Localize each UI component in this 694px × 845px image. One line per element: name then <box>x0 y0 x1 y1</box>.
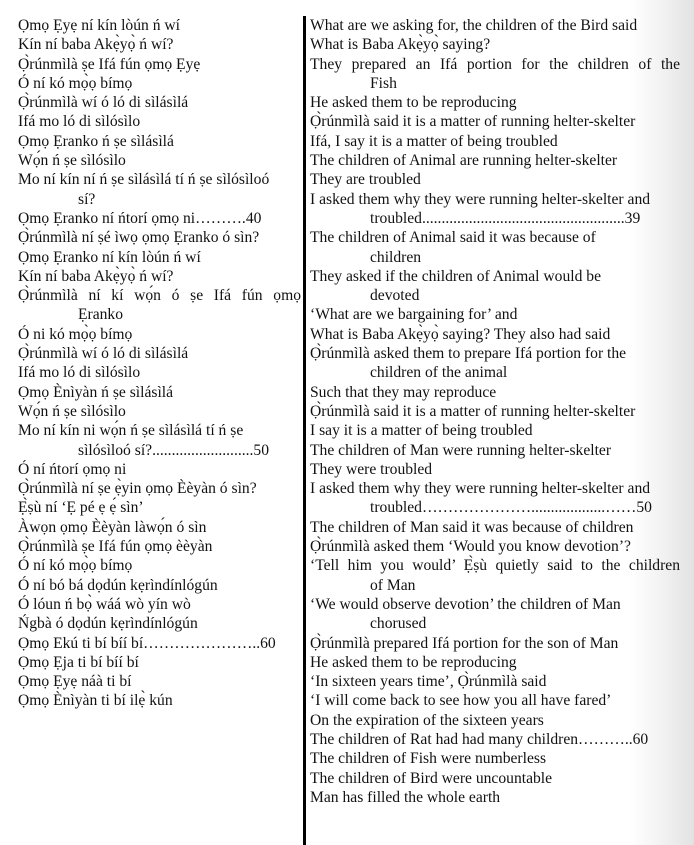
english-verse-line <box>310 460 680 479</box>
yoruba-line-text: Mo ní kín ni wọ́n ń ṣe sìlásìlá tí ń ṣe <box>18 422 244 440</box>
english-verse-line <box>310 441 680 460</box>
english-line-text: Ọ̀rúnmìlà asked them ‘Would you know devotion’? <box>310 538 631 556</box>
yoruba-line-text: Àwọn ọmọ Èèyàn làwọ́n ó sìn <box>18 518 207 536</box>
yoruba-verse-line <box>18 518 301 537</box>
yoruba-line-text: Ọmọ Ẹyẹ náà ti bí <box>18 673 132 691</box>
yoruba-verse-line <box>18 55 301 74</box>
yoruba-line-text: Ifá mo ló di sìlósìlo <box>18 113 141 131</box>
yoruba-verse-line <box>18 151 301 170</box>
yoruba-verse-line <box>18 267 301 286</box>
yoruba-line-text: Ńgbà ó dọdún kẹrìndínlógún <box>18 615 198 633</box>
english-verse-line <box>310 769 680 788</box>
english-translation-column <box>310 16 680 807</box>
yoruba-line-text: Kín ní baba Akẹ̀yọ̀ ń wí? <box>18 267 174 285</box>
yoruba-verse-line <box>18 16 301 35</box>
english-line-continuation: troubled....................................................39 <box>370 209 641 227</box>
english-line-text: He asked them to be reproducing <box>310 653 517 671</box>
yoruba-verse-line <box>18 653 301 672</box>
yoruba-verse-line <box>18 595 301 614</box>
english-line-text: They prepared an Ifá portion for the children of the <box>310 55 680 73</box>
english-verse-line <box>310 788 680 807</box>
yoruba-verse-column <box>18 16 301 711</box>
yoruba-line-text: Ọ̀rúnmìlà ní ṣe ẹ̀yin ọmọ Èèyàn ó sìn? <box>18 480 257 498</box>
yoruba-line-text: Ọmọ Ẹranko ń ṣe sìlásìlá <box>18 132 174 150</box>
english-line-continuation: of Man <box>370 576 416 594</box>
english-verse-line <box>310 383 680 402</box>
english-verse-line <box>310 479 680 518</box>
english-line-continuation: chorused <box>370 615 427 633</box>
yoruba-verse-line <box>18 170 301 209</box>
yoruba-verse-line <box>18 402 301 421</box>
yoruba-line-continuation: Ẹranko <box>78 306 124 324</box>
yoruba-verse-line <box>18 383 301 402</box>
yoruba-verse-line <box>18 498 301 517</box>
english-line-continuation: children <box>370 248 422 266</box>
yoruba-line-text: Wọ́n ń ṣe sìlósìlo <box>18 152 126 170</box>
yoruba-line-text: Ọmọ Ẹja ti bí bíí bí <box>18 653 139 671</box>
english-line-continuation: devoted <box>370 287 420 305</box>
english-line-text: Ọ̀rúnmìlà said it is a matter of running helter-skelter <box>310 402 636 420</box>
yoruba-verse-line <box>18 74 301 93</box>
english-verse-line <box>310 325 680 344</box>
yoruba-verse-line <box>18 35 301 54</box>
english-line-text: Ọ̀rúnmìlà prepared Ifá portion for the son of Man <box>310 634 619 652</box>
english-line-text: The children of Rat had had many children………..60 <box>310 730 649 748</box>
yoruba-line-text: Ọ̀rúnmìlà wí ó ló di sìlásìlá <box>18 94 189 112</box>
yoruba-line-text: Ọmọ Ẹranko ní ńtorí ọmọ ni……….40 <box>18 209 262 227</box>
column-divider <box>303 16 306 845</box>
yoruba-verse-line <box>18 286 301 325</box>
english-line-continuation: Fish <box>370 74 397 92</box>
yoruba-line-text: Ọ̀rúnmìlà ní ṣé ìwọ ọmọ Ẹranko ó sìn? <box>18 229 260 247</box>
english-line-text: What are we asking for, the children of the Bird said <box>310 17 638 34</box>
english-verse-line <box>310 112 680 131</box>
english-line-text: They were troubled <box>310 460 433 478</box>
yoruba-verse-line <box>18 363 301 382</box>
english-verse-line <box>310 305 680 324</box>
yoruba-line-text: Ọmọ Ènìyàn ti bí ilẹ̀ kún <box>18 692 173 710</box>
yoruba-line-text: Ọ̀rúnmìlà wí ó ló di sìlásìlá <box>18 345 189 363</box>
yoruba-verse-line <box>18 556 301 575</box>
english-verse-line <box>310 518 680 537</box>
english-line-text: The children of Animal are running helter-skelter <box>310 152 618 170</box>
english-verse-line <box>310 691 680 710</box>
english-verse-line <box>310 16 680 35</box>
english-verse-line <box>310 421 680 440</box>
english-line-continuation: children of the animal <box>370 364 508 382</box>
english-line-text: He asked them to be reproducing <box>310 94 517 112</box>
english-line-text: On the expiration of the sixteen years <box>310 711 544 729</box>
yoruba-verse-line <box>18 614 301 633</box>
english-verse-line <box>310 228 680 267</box>
english-line-text: Man has filled the whole earth <box>310 788 501 806</box>
yoruba-verse-line <box>18 479 301 498</box>
english-verse-line <box>310 653 680 672</box>
yoruba-line-text: Kín ní baba Akẹ̀yọ̀ ń wí? <box>18 36 174 54</box>
english-line-text: I say it is a matter of being troubled <box>310 422 533 440</box>
yoruba-verse-line <box>18 576 301 595</box>
english-line-text: Ifá, I say it is a matter of being troubled <box>310 132 558 150</box>
yoruba-line-continuation: sí? <box>78 190 96 208</box>
english-verse-line <box>310 537 680 556</box>
yoruba-verse-line <box>18 537 301 556</box>
english-verse-line <box>310 55 680 94</box>
english-line-text: ‘What are we bargaining for’ and <box>310 306 518 324</box>
english-verse-line <box>310 170 680 189</box>
yoruba-verse-line <box>18 421 301 460</box>
yoruba-line-text: Ó ní bó bá dọdún kẹrìndínlógún <box>18 576 218 594</box>
english-line-text: The children of Man were running helter-skelter <box>310 441 612 459</box>
yoruba-line-text: Ọmọ Ènìyàn ń ṣe sìlásìlá <box>18 383 174 401</box>
yoruba-verse-line <box>18 344 301 363</box>
english-verse-line <box>310 267 680 306</box>
english-line-text: ‘Tell him you would’ Ẹ̀ṣù quietly said to the children <box>310 557 680 575</box>
yoruba-verse-line <box>18 209 301 228</box>
yoruba-line-text: Ọ̀rúnmìlà ṣe Ifá fún ọmọ Ẹyẹ <box>18 55 201 73</box>
english-line-continuation: troubled…………………...................……50 <box>370 499 652 517</box>
yoruba-line-text: Ọmọ Ẹyẹ ní kín lòún ń wí <box>18 17 180 34</box>
english-line-text: ‘We would observe devotion’ the children of Man <box>310 595 621 613</box>
english-line-text: The children of Man said it was because of children <box>310 518 634 536</box>
english-line-text: The children of Bird were uncountable <box>310 769 553 787</box>
yoruba-line-continuation: sìlósìloó sí?..........................50 <box>78 441 270 459</box>
english-line-text: Such that they may reproduce <box>310 383 497 401</box>
yoruba-line-text: Ó ní kó mọ̀ọ bímọ <box>18 74 133 92</box>
english-line-text: ‘In sixteen years time’, Ọ̀rúnmìlà said <box>310 673 547 691</box>
english-line-text: ‘I will come back to see how you all have fared’ <box>310 692 612 710</box>
yoruba-line-text: Ẹ̀ṣù ní ‘Ẹ pé ẹ ẹ́ sìn’ <box>18 499 144 517</box>
english-line-text: I asked them why they were running helter-skelter and <box>310 190 651 208</box>
yoruba-line-text: Ọ̀rúnmìlà ní kí wọ́n ó ṣe Ifá fún ọmọ <box>18 287 301 305</box>
english-verse-line <box>310 730 680 749</box>
yoruba-verse-line <box>18 634 301 653</box>
yoruba-verse-line <box>18 132 301 151</box>
english-line-text: What is Baba Akẹ̀yọ̀ saying? They also had said <box>310 325 611 343</box>
english-line-text: They asked if the children of Animal would be <box>310 267 602 285</box>
english-verse-line <box>310 711 680 730</box>
yoruba-verse-line <box>18 248 301 267</box>
english-verse-line <box>310 556 680 595</box>
yoruba-verse-line <box>18 672 301 691</box>
yoruba-line-text: Ifá mo ló di sìlósìlo <box>18 364 141 382</box>
english-line-text: The children of Animal said it was because of <box>310 229 596 247</box>
yoruba-line-text: Ó ni kó mọ̀ọ bímọ <box>18 325 133 343</box>
yoruba-line-text: Ó lóun ń bọ̀ wáá wò yín wò <box>18 595 191 613</box>
english-line-text: Ọ̀rúnmìlà said it is a matter of running helter-skelter <box>310 113 636 131</box>
english-verse-line <box>310 151 680 170</box>
yoruba-verse-line <box>18 691 301 710</box>
yoruba-line-text: Wọ́n ń ṣe sìlósìlo <box>18 402 126 420</box>
yoruba-line-text: Mo ní kín ní ń ṣe sìlásìlá tí ń ṣe sìlósìloó <box>18 171 270 189</box>
english-line-text: The children of Fish were numberless <box>310 750 547 768</box>
english-verse-line <box>310 93 680 112</box>
yoruba-verse-line <box>18 93 301 112</box>
english-verse-line <box>310 190 680 229</box>
yoruba-line-text: Ọmọ Ekú ti bí bíí bí…………………..60 <box>18 634 276 652</box>
english-verse-line <box>310 595 680 634</box>
yoruba-verse-line <box>18 228 301 247</box>
english-verse-line <box>310 132 680 151</box>
english-line-text: Ọ̀rúnmìlà asked them to prepare Ifá portion for the <box>310 345 627 363</box>
english-line-text: I asked them why they were running helter-skelter and <box>310 480 651 498</box>
english-line-text: What is Baba Akẹ̀yọ̀ saying? <box>310 36 491 54</box>
yoruba-line-text: Ọ̀rúnmìlà ṣe Ifá fún ọmọ èèyàn <box>18 538 213 556</box>
english-verse-line <box>310 749 680 768</box>
yoruba-verse-line <box>18 460 301 479</box>
yoruba-line-text: Ó ní ńtorí ọmọ ni <box>18 460 127 478</box>
english-verse-line <box>310 35 680 54</box>
yoruba-verse-line <box>18 325 301 344</box>
yoruba-line-text: Ọmọ Ẹranko ní kín lòún ń wí <box>18 248 201 266</box>
english-verse-line <box>310 634 680 653</box>
english-verse-line <box>310 402 680 421</box>
english-verse-line <box>310 344 680 383</box>
yoruba-verse-line <box>18 112 301 131</box>
yoruba-line-text: Ó ní kó mọ̀ọ bímọ <box>18 557 133 575</box>
english-verse-line <box>310 672 680 691</box>
english-line-text: They are troubled <box>310 171 421 189</box>
